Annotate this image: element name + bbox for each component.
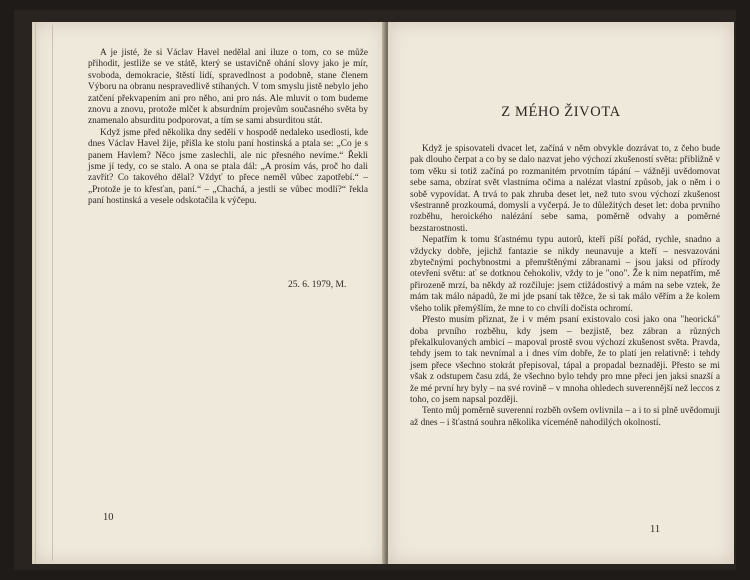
left-paragraph-2: Když jsme před několika dny seděli v hospodě nedaleko usedlosti, kde dnes Václav Havel žije, přišla ke stolu paní hostinská a ptala se: „Co je s panem Havlem? Něco jsme zaslechli, ale nic přesného nevíme.“ Řekli jsme jí tedy, co se stalo. A ona se ptala dál: „A prosím vás, proč ho dali zavřít? Co takového dělal? Vždyť to přece neměl vůbec zapotřebí.“ – „Protože je to křesťan, paní.“ – „Chachá, a jestli se vůbec modlí?“ řekla paní hostinská a vesele odskotačila k výčepu. [88, 127, 368, 207]
right-paragraph-2: Nepatřím k tomu šťastnému typu autorů, kteří píší pořád, rychle, snadno a vždycky dobře, jejichž fantazie se nikdy neunavuje a kteří – nesvazováni zbytečnými pochybnostmi a přemrštěnými zábranami – jsou jaksi od přírody otevřeni světu: ať se dotknou čehokoliv, vždy to je "ono". Že k nim nepatřím, mě přirozeně mrzí, ba někdy až rozčiluje: jsem ctižádostivý a mám na sebe vztek, že mám tak málo nápadů, že mi jde psaní tak těžce, že si tak málo věřím a že kolem všeho tolik přemýšlím, že mne to co chvíli dočista ochromí. [410, 235, 720, 314]
right-page [388, 22, 734, 564]
chapter-title: Z MÉHO ŽIVOTA [501, 104, 621, 120]
left-page-text [88, 48, 368, 208]
open-book [14, 10, 736, 570]
page-number-right: 11 [650, 524, 661, 535]
right-page-text [410, 144, 720, 429]
page-edge-lines [35, 22, 52, 564]
right-paragraph-4: Tento můj poměrně suverenní rozběh ovšem ovlivnila – a i to si plně uvědomuji až dnes – i šťastná souhra několika víceméně nahodilých okolností. [410, 406, 720, 428]
left-page [32, 22, 385, 564]
right-paragraph-1: Když je spisovateli dvacet let, začíná v něm obvykle dozrávat to, z čeho bude pak dlouho čerpat a co by se dalo nazvat jeho výchozí zkušeností světa: přibližně v tom věku si totiž začíná po rozmanitém prvotním tápání – vážněji uvědomovat sebe sama, obzírat svět vlastníma očima a nalézat vlastní způsob, jak o něm i o sobě vypovídat. A trvá to pak zhruba deset let, než tuto svou výchozí zkušenost všestranně prozkoumá, domyslí a vyčerpá. Je to důležitých deset let: doba prvního rozběhu, heroického nalézání sebe sama, poměrně odvahy a poměrné bezstarostnosti. [410, 144, 720, 234]
right-paragraph-3: Přesto musím přiznat, že i v mém psaní existovalo cosi jako ona "heorická" doba prvního rozběhu, kdy jsem – bezjistě, bez zábran a různých překalkulovaných ambicí – mapoval prostě svou výchozí zkušenost světa. Pravda, tehdy jsem to tak nevnímal a i dnes vím dobře, že to platí jen relativně: i tehdy jsem přece všechno stokrát přepisoval, tápal a propadal beznaději. Přesto se mi však z odstupem času zdá, že všechno bylo tehdy pro mne přeci jen jaksi snazší a že mé první hry byly – na své rovině – v mnoha ohledech suverennější než leccos z toho, co jsem napsal později. [410, 315, 720, 405]
page-number-left: 10 [103, 512, 114, 523]
date-signoff: 25. 6. 1979, M. [288, 280, 347, 290]
left-paragraph-1: A je jisté, že si Václav Havel nedělal ani iluze o tom, co se může přihodit, jestliže se ve státě, který se ustavičně ohání slovy jako je mír, svoboda, demokracie, štěstí lidí, spravedlnost a podobně, stane členem Výboru na obranu nespravedlivě stíhaných. V tom smyslu jistě nebylo jeho zatčení překvapením ani pro něho, ani pro nás. Ale mluvit o tom budeme znovu a znovu, protože mlčet k absurdním projevům současného světa by znamenalo absurditu podporovat, a tím se sami absurditou stát. [88, 48, 368, 127]
